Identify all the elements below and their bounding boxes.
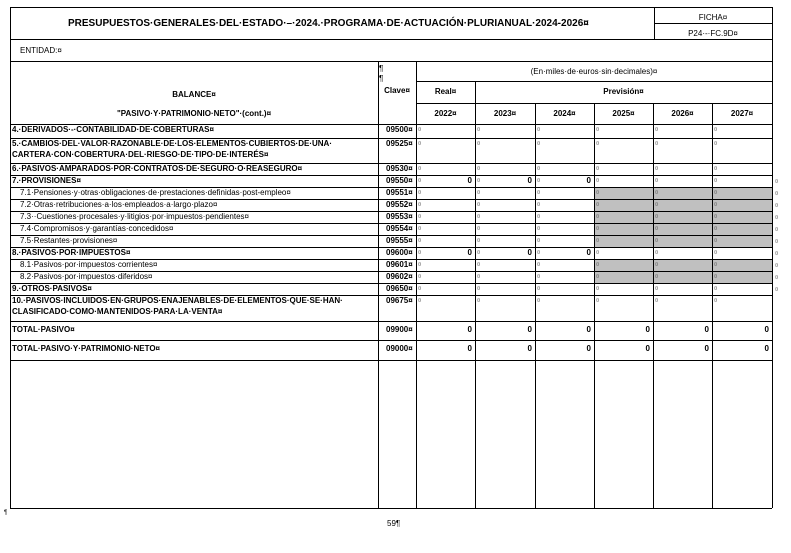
cell-mark: ¤ — [596, 178, 600, 184]
footer-mark: ¶ — [4, 510, 8, 516]
row-label: 7.2·Otras·retribuciones·a·los·empleados·a·largo·plazo¤ — [20, 200, 218, 209]
row-label: 4.·DERIVADOS·-·CONTABILIDAD·DE·COBERTURAS¤ — [12, 125, 214, 134]
row-value: 0 — [527, 176, 532, 185]
column-line — [772, 7, 773, 508]
cell-mark: ¤ — [655, 214, 659, 220]
cell-mark: ¤ — [655, 262, 659, 268]
cell-mark: ¤ — [655, 250, 659, 256]
row-clave: 09500¤ — [386, 125, 413, 134]
cell-mark: ¤ — [418, 250, 422, 256]
cell-mark: ¤ — [655, 238, 659, 244]
column-line — [416, 61, 417, 508]
cell-mark: ¤ — [418, 141, 422, 147]
rule-line — [10, 360, 772, 361]
rule-line — [10, 340, 772, 341]
cell-mark: ¤ — [596, 202, 600, 208]
cell-mark: ¤ — [418, 178, 422, 184]
row-label: 7.5·Restantes·provisiones¤ — [20, 236, 118, 245]
row-label: 5.·CAMBIOS·DEL·VALOR·RAZONABLE·DE·LOS·ELEMENTOS·CUBIERTOS·DE·UNA· — [12, 139, 332, 148]
cell-mark: ¤ — [714, 274, 718, 280]
row-end-mark: ¤ — [775, 191, 779, 197]
cell-mark: ¤ — [596, 127, 600, 133]
row-end-mark: ¤ — [775, 215, 779, 221]
year-heading: 2024¤ — [553, 109, 576, 118]
row-end-mark: ¤ — [775, 275, 779, 281]
total-clave: 09000¤ — [386, 344, 413, 353]
cell-mark: ¤ — [655, 166, 659, 172]
cell-mark: ¤ — [714, 141, 718, 147]
row-clave: 09554¤ — [386, 224, 413, 233]
cell-mark: ¤ — [655, 202, 659, 208]
cell-mark: ¤ — [655, 127, 659, 133]
row-clave: 09551¤ — [386, 188, 413, 197]
cell-mark: ¤ — [537, 190, 541, 196]
cell-mark: ¤ — [418, 274, 422, 280]
cell-mark: ¤ — [418, 238, 422, 244]
cell-mark: ¤ — [714, 166, 718, 172]
row-clave: 09602¤ — [386, 272, 413, 281]
row-label: 8.·PASIVOS·POR·IMPUESTOS¤ — [12, 248, 131, 257]
row-end-mark: ¤ — [775, 179, 779, 185]
cell-mark: ¤ — [477, 127, 481, 133]
rule-line — [10, 39, 772, 40]
year-heading: 2025¤ — [612, 109, 635, 118]
row-value: 0 — [586, 248, 591, 257]
row-label: 8.1·Pasivos·por·impuestos·corrientes¤ — [20, 260, 158, 269]
row-label: 7.4·Compromisos·y·garantías·concedidos¤ — [20, 224, 174, 233]
cell-mark: ¤ — [655, 178, 659, 184]
cell-mark: ¤ — [418, 127, 422, 133]
cell-mark: ¤ — [418, 214, 422, 220]
row-end-mark: ¤ — [775, 263, 779, 269]
cell-mark: ¤ — [596, 214, 600, 220]
cell-mark: ¤ — [477, 298, 481, 304]
total-value: 0 — [527, 325, 532, 334]
para-mark: ¶ — [379, 64, 384, 73]
cell-mark: ¤ — [714, 250, 718, 256]
cell-mark: ¤ — [714, 127, 718, 133]
cell-mark: ¤ — [477, 250, 481, 256]
row-label-continued: CLASIFICADO·COMO·MANTENIDOS·PARA·LA·VENTA¤ — [12, 307, 223, 316]
cell-mark: ¤ — [537, 298, 541, 304]
clave-heading: Clave¤ — [384, 86, 410, 95]
row-end-mark: ¤ — [775, 227, 779, 233]
cell-mark: ¤ — [418, 166, 422, 172]
row-clave: 09550¤ — [386, 176, 413, 185]
cell-mark: ¤ — [655, 190, 659, 196]
rule-line — [416, 81, 772, 82]
form-title: PRESUPUESTOS·GENERALES·DEL·ESTADO·–·2024.·PROGRAMA·DE·ACTUACIÓN·PLURIANUAL·2024-2026¤ — [68, 18, 589, 29]
row-label: 9.·OTROS·PASIVOS¤ — [12, 284, 92, 293]
cell-mark: ¤ — [714, 214, 718, 220]
cell-mark: ¤ — [537, 250, 541, 256]
cell-mark: ¤ — [537, 262, 541, 268]
cell-mark: ¤ — [418, 190, 422, 196]
row-label: 7.3··Cuestiones·procesales·y·litigios·por·impuestos·pendientes¤ — [20, 212, 249, 221]
cell-mark: ¤ — [537, 214, 541, 220]
rule-line — [10, 508, 772, 509]
cell-mark: ¤ — [596, 286, 600, 292]
units-note: (En·miles·de·euros·sin·decimales)¤ — [530, 67, 658, 76]
cell-mark: ¤ — [596, 262, 600, 268]
cell-mark: ¤ — [477, 190, 481, 196]
rule-line — [10, 321, 772, 322]
cell-mark: ¤ — [477, 166, 481, 172]
row-clave: 09650¤ — [386, 284, 413, 293]
disabled-cell-area — [595, 188, 772, 199]
total-value: 0 — [704, 325, 709, 334]
row-end-mark: ¤ — [775, 287, 779, 293]
cell-mark: ¤ — [477, 141, 481, 147]
row-label: 8.2·Pasivos·por·impuestos·diferidos¤ — [20, 272, 153, 281]
cell-mark: ¤ — [418, 202, 422, 208]
cell-mark: ¤ — [537, 166, 541, 172]
cell-mark: ¤ — [655, 141, 659, 147]
rule-line — [10, 7, 772, 8]
cell-mark: ¤ — [477, 226, 481, 232]
cell-mark: ¤ — [596, 190, 600, 196]
balance-subtitle: "PASIVO·Y·PATRIMONIO·NETO"·(cont.)¤ — [116, 109, 272, 118]
cell-mark: ¤ — [537, 286, 541, 292]
row-label: 10.·PASIVOS·INCLUIDOS·EN·GRUPOS·ENAJENABLES·DE·ELEMENTOS·QUE·SE·HAN· — [12, 296, 343, 305]
disabled-cell-area — [595, 272, 772, 283]
row-end-mark: ¤ — [775, 203, 779, 209]
cell-mark: ¤ — [537, 141, 541, 147]
row-clave: 09552¤ — [386, 200, 413, 209]
total-value: 0 — [586, 344, 591, 353]
row-end-mark: ¤ — [775, 251, 779, 257]
row-label: 6.·PASIVOS·AMPARADOS·POR·CONTRATOS·DE·SEGURO·O·REASEGURO¤ — [12, 164, 303, 173]
cell-mark: ¤ — [537, 226, 541, 232]
cell-mark: ¤ — [537, 202, 541, 208]
cell-mark: ¤ — [714, 190, 718, 196]
disabled-cell-area — [595, 236, 772, 247]
total-label: TOTAL·PASIVO·Y·PATRIMONIO·NETO¤ — [12, 344, 160, 353]
cell-mark: ¤ — [418, 298, 422, 304]
cell-mark: ¤ — [418, 226, 422, 232]
row-label: 7.1·Pensiones·y·otras·obligaciones·de·prestaciones·definidas·post-empleo¤ — [20, 188, 291, 197]
row-value: 0 — [527, 248, 532, 257]
year-heading: 2026¤ — [671, 109, 694, 118]
cell-mark: ¤ — [596, 226, 600, 232]
cell-mark: ¤ — [655, 226, 659, 232]
para-mark: ¶ — [379, 74, 384, 83]
cell-mark: ¤ — [714, 178, 718, 184]
total-value: 0 — [764, 325, 769, 334]
cell-mark: ¤ — [655, 274, 659, 280]
row-clave: 09555¤ — [386, 236, 413, 245]
cell-mark: ¤ — [477, 178, 481, 184]
page-number: 59¶ — [387, 519, 401, 528]
row-clave: 09600¤ — [386, 248, 413, 257]
balance-heading: BALANCE¤ — [172, 90, 216, 99]
total-label: TOTAL·PASIVO¤ — [12, 325, 75, 334]
row-clave: 09601¤ — [386, 260, 413, 269]
disabled-cell-area — [595, 260, 772, 271]
cell-mark: ¤ — [596, 166, 600, 172]
total-value: 0 — [527, 344, 532, 353]
row-clave: 09553¤ — [386, 212, 413, 221]
cell-mark: ¤ — [714, 226, 718, 232]
row-value: 0 — [467, 176, 472, 185]
cell-mark: ¤ — [418, 286, 422, 292]
cell-mark: ¤ — [477, 214, 481, 220]
column-line — [10, 7, 11, 508]
cell-mark: ¤ — [477, 262, 481, 268]
cell-mark: ¤ — [596, 298, 600, 304]
cell-mark: ¤ — [714, 238, 718, 244]
total-clave: 09900¤ — [386, 325, 413, 334]
row-value: 0 — [586, 176, 591, 185]
rule-line — [654, 23, 772, 24]
cell-mark: ¤ — [418, 262, 422, 268]
row-label-continued: CARTERA·CON·COBERTURA·DEL·RIESGO·DE·TIPO·DE·INTERÉS¤ — [12, 150, 269, 159]
total-value: 0 — [645, 344, 650, 353]
prevision-heading: Previsión¤ — [603, 87, 644, 96]
cell-mark: ¤ — [477, 238, 481, 244]
cell-mark: ¤ — [714, 262, 718, 268]
year-heading: 2027¤ — [730, 109, 754, 118]
ficha-label: FICHA¤ — [698, 13, 728, 22]
row-clave: 09675¤ — [386, 296, 413, 305]
disabled-cell-area — [595, 224, 772, 235]
column-line — [378, 61, 379, 508]
disabled-cell-area — [595, 212, 772, 223]
cell-mark: ¤ — [596, 250, 600, 256]
total-value: 0 — [467, 325, 472, 334]
year-heading: 2022¤ — [434, 109, 457, 118]
cell-mark: ¤ — [477, 202, 481, 208]
cell-mark: ¤ — [714, 286, 718, 292]
entidad-label: ENTIDAD:¤ — [20, 46, 62, 55]
cell-mark: ¤ — [596, 238, 600, 244]
rule-line — [10, 61, 772, 62]
total-value: 0 — [645, 325, 650, 334]
total-value: 0 — [704, 344, 709, 353]
cell-mark: ¤ — [537, 127, 541, 133]
cell-mark: ¤ — [477, 274, 481, 280]
cell-mark: ¤ — [655, 286, 659, 292]
cell-mark: ¤ — [596, 274, 600, 280]
cell-mark: ¤ — [537, 238, 541, 244]
row-end-mark: ¤ — [775, 239, 779, 245]
cell-mark: ¤ — [714, 298, 718, 304]
cell-mark: ¤ — [596, 141, 600, 147]
row-clave: 09530¤ — [386, 164, 413, 173]
total-value: 0 — [764, 344, 769, 353]
total-value: 0 — [467, 344, 472, 353]
row-clave: 09525¤ — [386, 139, 413, 148]
cell-mark: ¤ — [714, 202, 718, 208]
year-heading: 2023¤ — [493, 109, 517, 118]
row-label: 7.·PROVISIONES¤ — [12, 176, 81, 185]
disabled-cell-area — [595, 200, 772, 211]
real-heading: Real¤ — [434, 87, 457, 96]
total-value: 0 — [586, 325, 591, 334]
cell-mark: ¤ — [537, 178, 541, 184]
cell-mark: ¤ — [477, 286, 481, 292]
cell-mark: ¤ — [655, 298, 659, 304]
ficha-code: P24·-·FC.9D¤ — [688, 29, 738, 38]
row-value: 0 — [467, 248, 472, 257]
cell-mark: ¤ — [537, 274, 541, 280]
